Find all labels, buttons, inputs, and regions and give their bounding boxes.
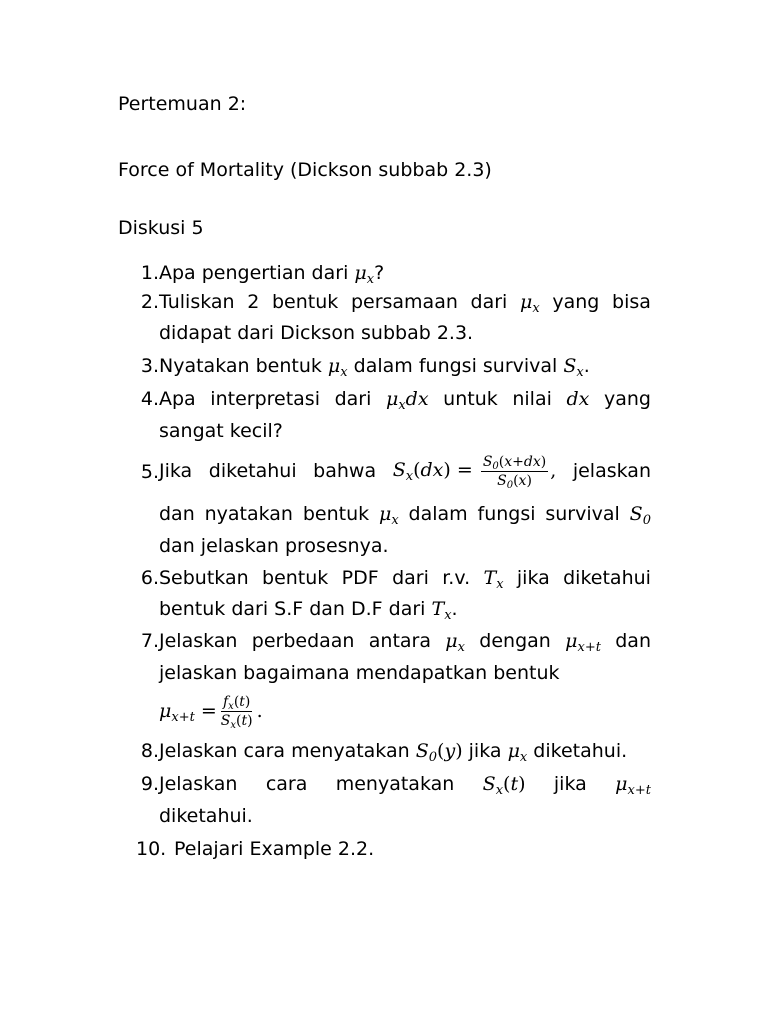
item-text-continuation: diketahui. [159, 805, 253, 827]
item-number: 6. [140, 567, 159, 589]
item-formula: $\mu_{x+t}$ = $\frac{f_x(t)}{S_x(t)}$ . [159, 693, 263, 731]
topic-title: Force of Mortality (Dickson subbab 2.3) [118, 159, 492, 181]
item-number: 2. [140, 291, 159, 313]
item-text: Sebutkan bentuk PDF dari r.v. $T_x$ jika diketahui [159, 567, 651, 592]
item-number: 10. [136, 838, 167, 860]
item-number: 9. [140, 773, 159, 795]
item-number: 5. [140, 461, 159, 483]
item-text-continuation: sangat kecil? [159, 420, 283, 442]
item-text-continuation: jelaskan bagaimana mendapatkan bentuk [159, 662, 560, 684]
item-text-continuation: didapat dari Dickson subbab 2.3. [159, 322, 474, 344]
meeting-title: Pertemuan 2: [118, 93, 247, 115]
item-text: Pelajari Example 2.2. [174, 838, 375, 860]
item-number: 8. [140, 740, 159, 762]
item-text: Jelaskan perbedaan antara $\mu_x$ dengan $\mu_{x+t}$ dan [159, 630, 651, 655]
item-text: Jelaskan cara menyatakan $S_0(y)$ jika $\mu_x$ diketahui. [159, 740, 628, 765]
item-text: Jika diketahui bahwa $S_x(dx)$ = $\frac{S_0(x+dx)}{S_0(x)}$ , jelaskan [159, 453, 651, 491]
item-number: 3. [140, 355, 159, 377]
item-text: Apa pengertian dari $\mu_x$? [159, 262, 385, 287]
item-text: Nyatakan bentuk $\mu_x$ dalam fungsi survival $S_x$. [159, 355, 590, 380]
item-text: Tuliskan 2 bentuk persamaan dari $\mu_x$ yang bisa [159, 291, 651, 316]
item-text: Jelaskan cara menyatakan $S_x(t)$ jika $\mu_{x+t}$ [159, 773, 651, 798]
item-text-continuation: bentuk dari S.F dan D.F dari $T_x$. [159, 598, 458, 623]
item-text: Apa interpretasi dari $\mu_xdx$ untuk nilai dx yang [159, 388, 651, 413]
item-number: 4. [140, 388, 159, 410]
item-text-continuation: dan jelaskan prosesnya. [159, 535, 389, 557]
discussion-title: Diskusi 5 [118, 217, 204, 239]
item-number: 1. [140, 262, 159, 284]
item-number: 7. [140, 630, 159, 652]
item-text-continuation: dan nyatakan bentuk $\mu_x$ dalam fungsi survival $S_0$ [159, 503, 651, 528]
